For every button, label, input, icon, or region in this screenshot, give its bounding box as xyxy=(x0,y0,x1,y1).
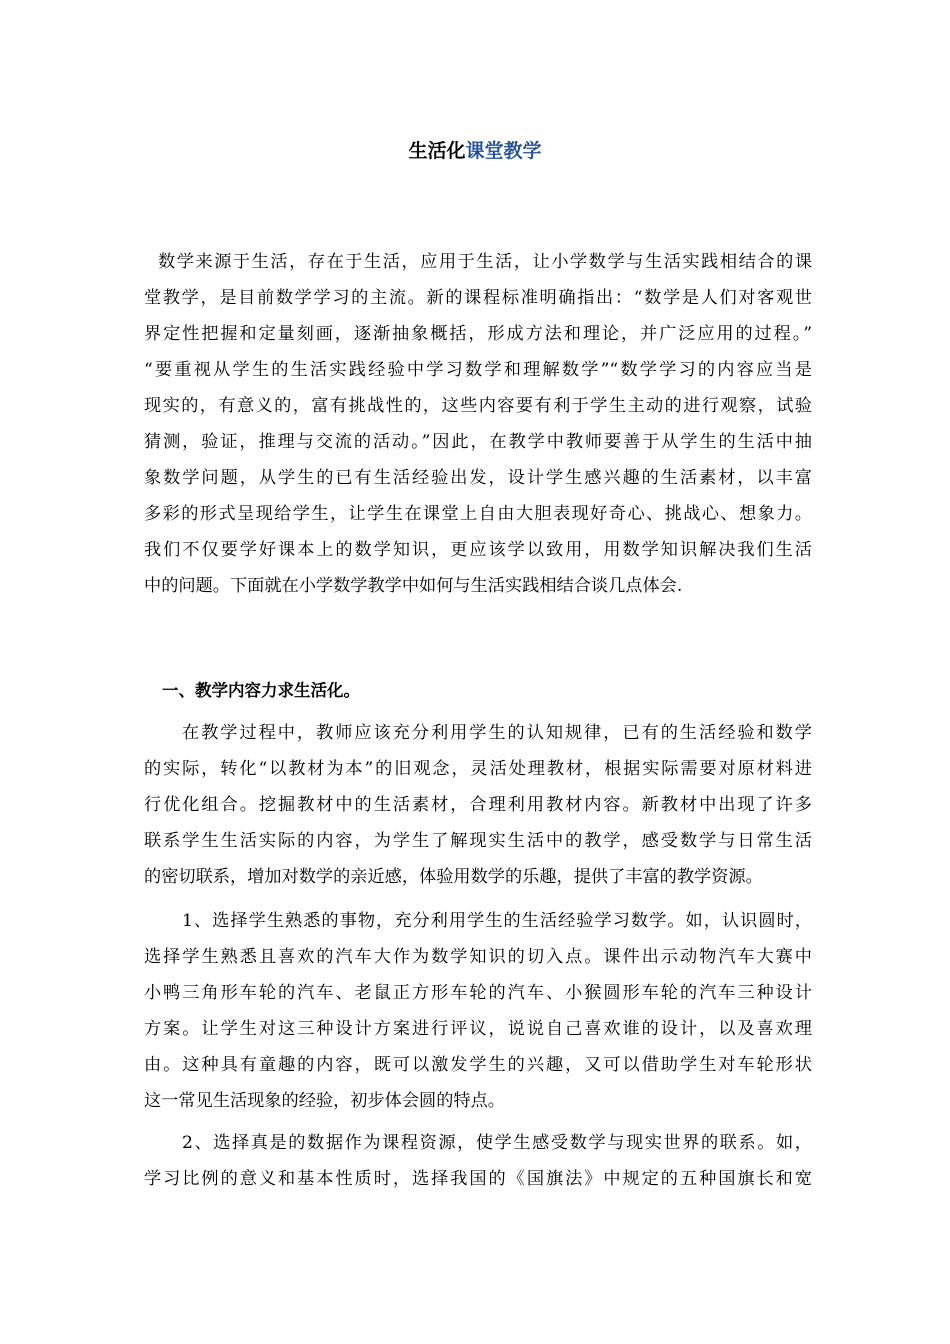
paragraph-line: 猜测，验证，推理与交流的活动。”因此，在教学中教师要善于从学生的生活中抽 xyxy=(144,432,812,452)
title-part-2-link[interactable]: 课堂教学 xyxy=(465,140,542,162)
paragraph-line: 中的问题。下面就在小学数学教学中如何与生活实践相结合谈几点体会. xyxy=(144,576,683,596)
section-heading: 一、教学内容力求生活化。 xyxy=(162,681,360,700)
paragraph-line: 我们不仅要学好课本上的数学知识，更应该学以致用，用数学知识解决我们生活 xyxy=(144,540,812,560)
paragraph-line: 界定性把握和定量刻画，逐渐抽象概括，形成方法和理论，并广泛应用的过程。” xyxy=(144,324,812,344)
item-2-paragraph xyxy=(144,1125,812,1197)
paragraph-line: 现实的，有意义的，富有挑战性的，这些内容要有利于学生主动的进行观察，试验 xyxy=(144,396,812,416)
paragraph-line: 学习比例的意义和基本性质时，选择我国的《国旗法》中规定的五种国旗长和宽 xyxy=(144,1169,812,1189)
paragraph-line: 数学来源于生活，存在于生活，应用于生活，让小学数学与生活实践相结合的课 xyxy=(158,252,812,272)
paragraph-line: 1、选择学生熟悉的事物，充分利用学生的生活经验学习数学。如，认识圆时， xyxy=(182,911,812,931)
paragraph-line: “要重视从学生的生活实践经验中学习数学和理解数学”“数学学习的内容应当是 xyxy=(144,360,812,380)
paragraph-line: 方案。让学生对这三种设计方案进行评议，说说自己喜欢谁的设计，以及喜欢理 xyxy=(144,1019,812,1039)
intro-paragraph xyxy=(144,244,812,604)
paragraph-line: 多彩的形式呈现给学生，让学生在课堂上自由大胆表现好奇心、挑战心、想象力。 xyxy=(144,504,812,524)
paragraph-line: 行优化组合。挖掘教材中的生活素材，合理利用教材内容。新教材中出现了许多 xyxy=(144,795,812,815)
page-title xyxy=(0,138,950,164)
title-part-1: 生活化 xyxy=(408,140,466,162)
paragraph-line: 这一常见生活现象的经验，初步体会圆的特点。 xyxy=(144,1091,505,1111)
paragraph-line: 的实际，转化“以教材为本”的旧观念，灵活处理教材，根据实际需要对原材料进 xyxy=(144,759,812,779)
paragraph-line: 堂教学，是目前数学学习的主流。新的课程标准明确指出：“数学是人们对客观世 xyxy=(144,288,812,308)
item-1-paragraph xyxy=(144,903,812,1119)
paragraph-line: 由。这种具有童趣的内容，既可以激发学生的兴趣，又可以借助学生对车轮形状 xyxy=(144,1055,812,1075)
paragraph-line: 在教学过程中，教师应该充分利用学生的认知规律，已有的生活经验和数学 xyxy=(182,723,812,743)
paragraph-line: 联系学生生活实际的内容，为学生了解现实生活中的教学，感受数学与日常生活 xyxy=(144,831,812,851)
paragraph-line: 选择学生熟悉且喜欢的汽车大作为数学知识的切入点。课件出示动物汽车大赛中 xyxy=(144,947,812,967)
paragraph-line: 2、选择真是的数据作为课程资源，使学生感受数学与现实世界的联系。如， xyxy=(182,1133,812,1153)
paragraph-line: 小鸭三角形车轮的汽车、老鼠正方形车轮的汽车、小猴圆形车轮的汽车三种设计 xyxy=(144,983,812,1003)
paragraph-line: 的密切联系，增加对数学的亲近感，体验用数学的乐趣，提供了丰富的教学资源。 xyxy=(144,867,763,887)
paragraph-line: 象数学问题，从学生的已有生活经验出发，设计学生感兴趣的生活素材，以丰富 xyxy=(144,468,812,488)
section-paragraph xyxy=(144,715,812,895)
